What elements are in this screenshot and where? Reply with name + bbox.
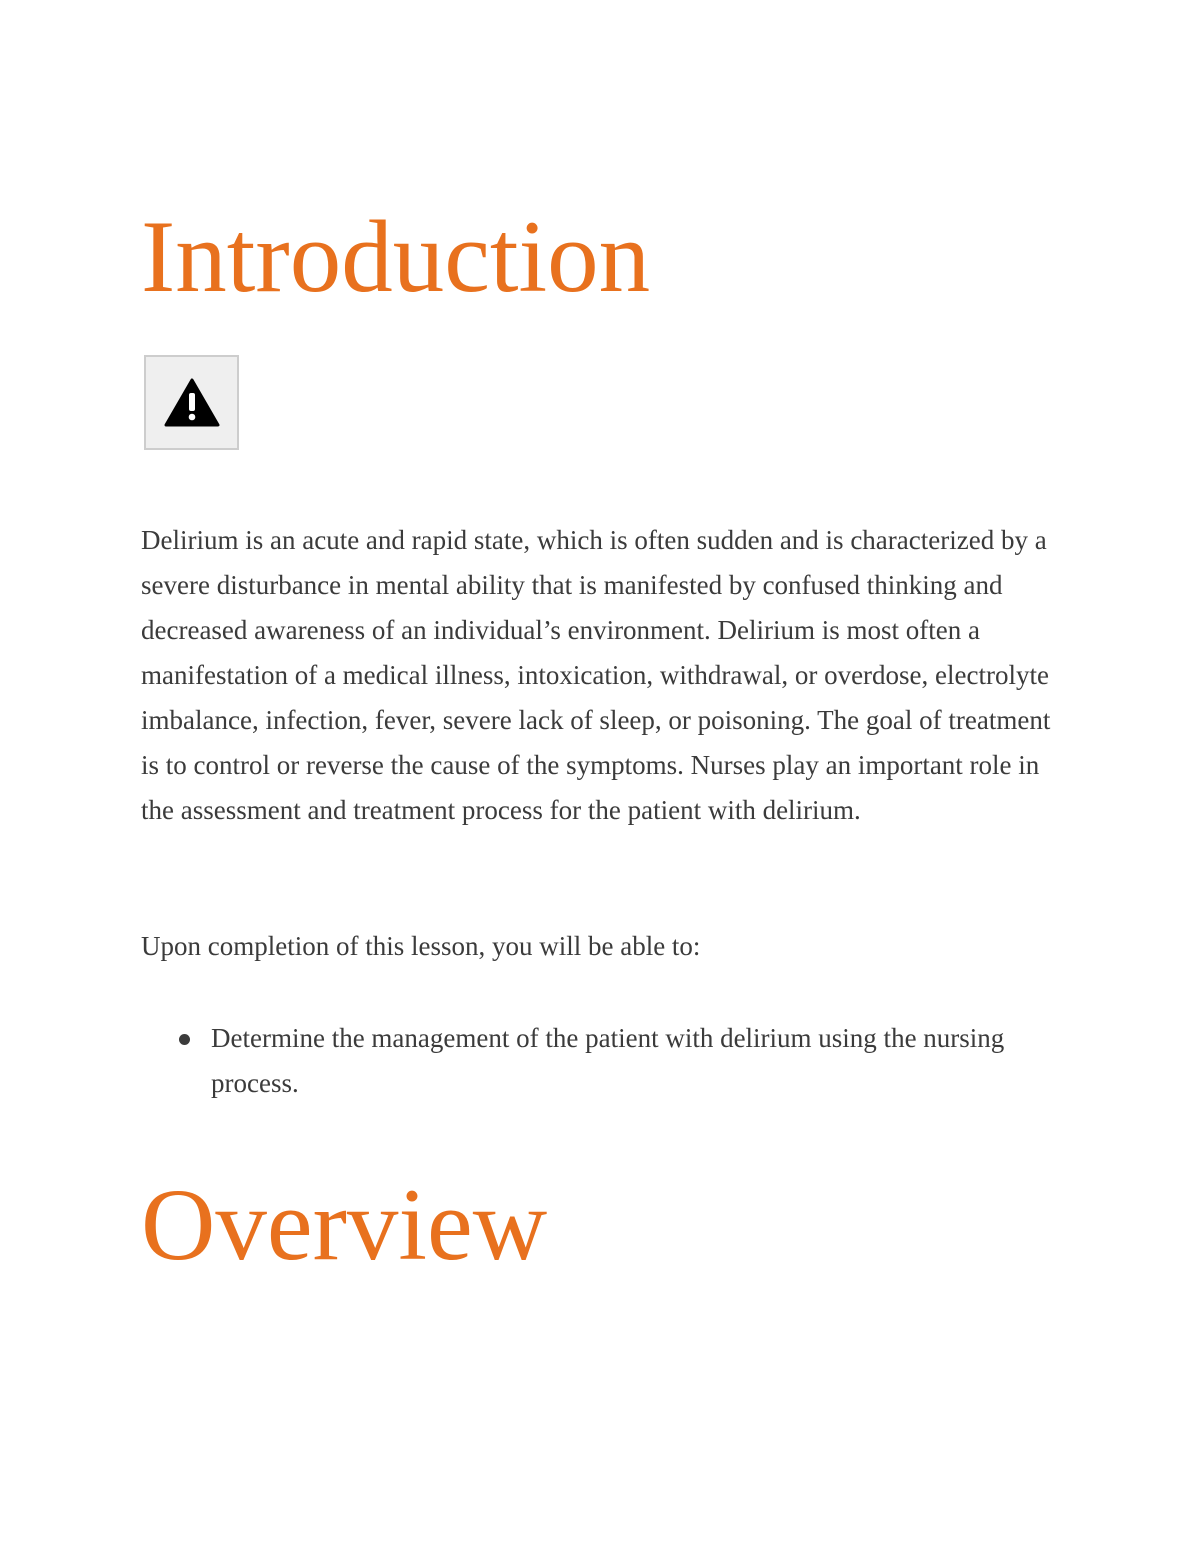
objectives-list (211, 1016, 1031, 1106)
list-item (211, 1016, 1031, 1106)
broken-image-placeholder (144, 355, 239, 450)
objectives-intro-text: Upon completion of this lesson, you will be able to: (141, 931, 701, 961)
bullet-icon (179, 1034, 190, 1045)
overview-heading: Overview (141, 1168, 548, 1282)
introduction-heading: Introduction (141, 200, 651, 314)
warning-triangle-icon (164, 378, 220, 428)
objective-text: Determine the management of the patient with delirium using the nursing process. (211, 1023, 1005, 1098)
introduction-paragraph: Delirium is an acute and rapid state, which is often sudden and is characterized by a severe disturbance in mental ability that is manifested by confused thinking and decreased awareness of an individual’s environment. Delirium is most often a manifestation of a medical illness, intoxication, withdrawal, or overdose, electrolyte imbalance, infection, fever, severe lack of sleep, or poisoning. The goal of treatment is to control or reverse the cause of the symptoms. Nurses play an important role in the assessment and treatment process for the patient with delirium. (141, 525, 1051, 825)
